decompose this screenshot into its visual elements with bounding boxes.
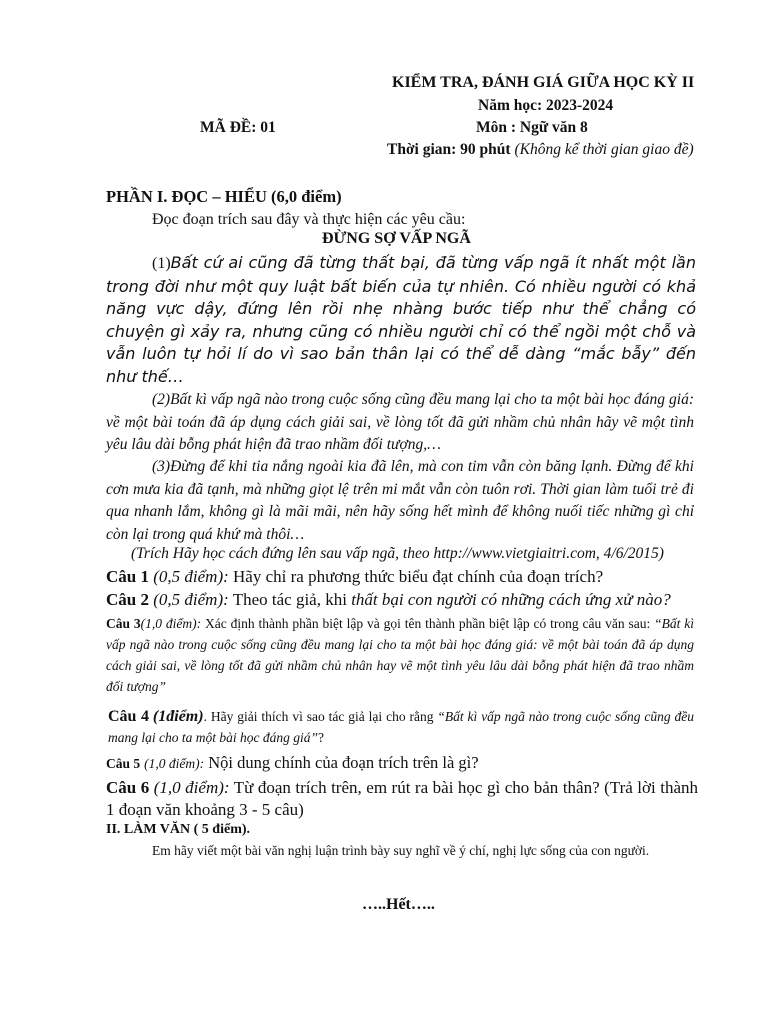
passage-title: ĐỪNG SỢ VẤP NGÃ (322, 230, 471, 247)
question-2-points: (0,5 điểm): (153, 590, 229, 609)
part1-heading: PHẦN I. ĐỌC – HIỂU (6,0 điểm) (106, 187, 342, 206)
question-4-text: . Hãy giải thích vì sao tác giả lại cho rằng (203, 709, 438, 724)
subject: Môn : Ngữ văn 8 (476, 119, 588, 136)
school-year: Năm học: 2023-2024 (478, 97, 614, 114)
question-1 (106, 567, 603, 587)
passage-paragraph-3: (3)Đừng để khi tia nắng ngoài kia đã lên, mà con tim vẫn còn băng lạnh. Đừng để khi cơn mưa kia đã tạnh, mà những giọt lệ trên mi mắt vẫn còn tuôn rơi. Thời gian làm tuổi trẻ đi qua nhanh lắm, không gì là mãi mãi, nên hãy sống hết mình để không nuối tiếc những gì chỉ còn lại trong quá khứ mà thôi… (106, 458, 694, 543)
part2-heading: II. LÀM VĂN ( 5 điểm). (106, 822, 251, 837)
question-2-italic: thất bại con người có những cách ứng xử nào? (351, 590, 671, 609)
question-3-quote: “Bất kì vấp ngã nào trong cuộc sống cũng đều mang lại cho ta một bài học đáng giá: về một bài toán đã áp dụng cách giải sai, về lòng tốt đã gửi nhầm chủ nhân hay vẽ một tình yêu lâu dài bỗng phát hiện đã trao nhầm đối tượng” (106, 616, 694, 694)
question-1-points: (0,5 điểm): (153, 567, 229, 586)
question-2-label: Câu 2 (106, 590, 149, 609)
paragraph-1-text: Bất cứ ai cũng đã từng thất bại, đã từng vấp ngã ít nhất một lần trong đời như một quy luật bất biến của tự nhiên. Có nhiều người có khả năng vực dậy, đứng lên rồi nhẹ nhàng bước tiếp như thể chẳng có chuyện gì xảy ra, nhưng cũng có nhiều người chỉ có thể ngồi một chỗ và vẫn luôn tự hỏi lí do vì sao bản thân lại có thể dễ dàng “mắc bẫy” đến như thế… (106, 253, 696, 386)
part2-text: Em hãy viết một bài văn nghị luận trình bày suy nghĩ về ý chí, nghị lực sống của con người. (152, 843, 650, 858)
question-5-points: (1,0 điểm): (144, 756, 205, 771)
question-4 (108, 706, 694, 748)
question-4-label: Câu 4 (108, 708, 149, 725)
paragraph-1-number: (1) (152, 255, 171, 272)
passage-paragraph-2: (2)Bất kì vấp ngã nào trong cuộc sống cũng đều mang lại cho ta một bài học đáng giá: về một bài toán đã áp dụng cách giải sai, về lòng tốt đã gửi nhầm chủ nhân hãy vẽ một tình yêu lâu dài bỗng phát hiện đã trao nhầm đối tượng,… (106, 391, 694, 453)
exam-title: KIỂM TRA, ĐÁNH GIÁ GIỮA HỌC KỲ II (392, 74, 695, 91)
question-1-label: Câu 1 (106, 567, 149, 586)
question-2 (106, 590, 671, 610)
question-6-points: (1,0 điểm): (153, 778, 230, 797)
part1-instruction: Đọc đoạn trích sau đây và thực hiện các yêu cầu: (152, 211, 466, 228)
question-5-text: Nội dung chính của đoạn trích trên là gì? (204, 753, 479, 772)
question-3-label: Câu 3 (106, 616, 141, 631)
question-4-points-text: (1điểm) (152, 708, 204, 725)
question-3 (106, 613, 694, 697)
question-4-points (153, 708, 204, 725)
question-4-end: ? (318, 730, 324, 745)
end-marker: …..Hết….. (362, 896, 435, 913)
exam-time (387, 141, 694, 159)
question-5 (106, 753, 479, 773)
question-1-text: Hãy chỉ ra phương thức biểu đạt chính của đoạn trích? (228, 567, 604, 586)
question-5-label: Câu 5 (106, 756, 141, 771)
question-6-label: Câu 6 (106, 778, 150, 797)
question-4-quote: “Bất kì vấp ngã nào trong cuộc sống cũng đều mang lại cho ta một bài học đáng giá” (108, 709, 695, 745)
passage-source: (Trích Hãy học cách đứng lên sau vấp ngã, theo http://www.vietgiaitri.com, 4/6/2015) (131, 545, 664, 562)
exam-code: MÃ ĐỀ: 01 (200, 119, 276, 136)
question-2-text: Theo tác giả, khi (228, 590, 352, 609)
time-label: Thời gian: 90 phút (387, 141, 511, 158)
time-note: (Không kể thời gian giao đề) (514, 141, 694, 158)
question-6-text: Từ đoạn trích trên, em rút ra bài học gì cho bản thân? (Trả lời thành 1 đoạn văn khoảng 3 - 5 câu) (106, 778, 699, 819)
passage-paragraph-1 (106, 252, 696, 388)
question-3-points: (1,0 điểm): (140, 616, 202, 631)
question-3-text: Xác định thành phần biệt lập và gọi tên thành phần biệt lập có trong câu văn sau: (201, 616, 655, 631)
question-6 (106, 777, 698, 821)
